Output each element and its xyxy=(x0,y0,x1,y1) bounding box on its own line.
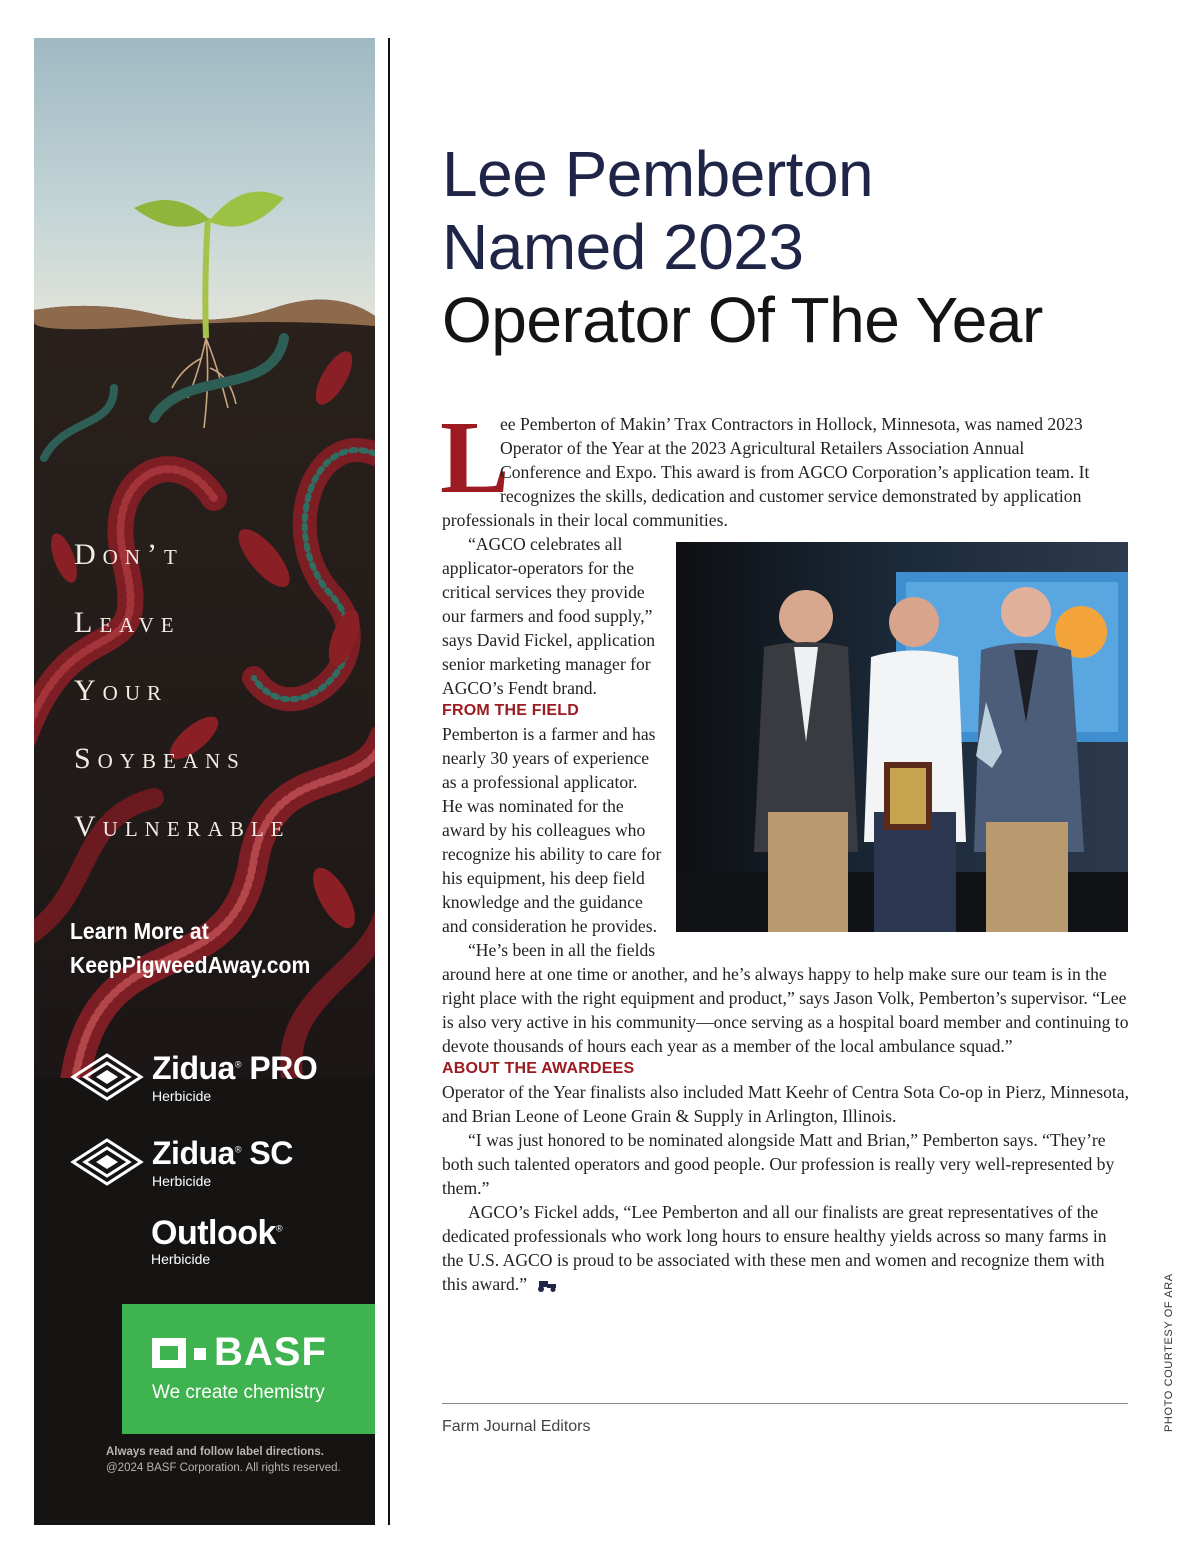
legal-line: @2024 BASF Corporation. All rights reserved. xyxy=(106,1462,341,1474)
section-heading: FROM THE FIELD xyxy=(442,702,580,719)
article-paragraph: “I was just honored to be nominated alongside Matt and Brian,” Pemberton says. “They’re both such talented operators and good people. Our profession is really very well-represented by them.” xyxy=(442,1130,1115,1198)
slogan-line: Don’t xyxy=(74,538,184,571)
slogan-line: Vulnerable xyxy=(74,810,291,843)
legal-line: Always read and follow label directions. xyxy=(106,1446,324,1458)
brand-suffix: PRO xyxy=(249,1050,318,1086)
outlook-brand: Outlook® Herbicide xyxy=(151,1214,283,1267)
title-line: Operator Of The Year xyxy=(442,284,1043,356)
basf-wordmark: BASF xyxy=(214,1330,327,1374)
article-paragraph: Operator of the Year finalists also included Matt Keehr of Centra Sota Co-op in Pierz, Minnesota, and Brian Leone of Leone Grain & Supply in Arlington, Illinois. xyxy=(442,1082,1129,1126)
brand-sub: Herbicide xyxy=(152,1088,212,1104)
brand-name: Zidua xyxy=(152,1050,235,1086)
section-heading: ABOUT THE AWARDEES xyxy=(442,1060,635,1077)
brand-name: Zidua xyxy=(152,1135,235,1171)
brand-sub: Herbicide xyxy=(152,1173,212,1189)
zidua-diamond-icon xyxy=(70,1137,144,1187)
brand-suffix: SC xyxy=(249,1135,293,1171)
outlook-name: Outlook xyxy=(151,1214,276,1252)
basf-dot-icon xyxy=(194,1348,206,1360)
byline: Farm Journal Editors xyxy=(442,1418,591,1435)
ad-legal xyxy=(106,1444,341,1476)
slogan-line: Leave xyxy=(74,606,181,639)
drop-cap: L xyxy=(440,400,510,515)
article-paragraph: “AGCO celebrates all applicator-operators for the critical services they provide our farmers and food supply,” says David Fickel, application senior marketing manager for AGCO’s Fendt brand. xyxy=(442,534,656,698)
title-line: Named 2023 xyxy=(442,211,804,283)
article-title xyxy=(442,138,1162,357)
zidua-diamond-icon xyxy=(70,1052,144,1102)
article-paragraph xyxy=(442,1200,1132,1296)
basf-square-icon xyxy=(152,1338,186,1368)
learn-more xyxy=(70,914,310,982)
photo-credit: PHOTO COURTESY OF ARA xyxy=(1163,1273,1175,1432)
closing-paragraph-text: AGCO’s Fickel adds, “Lee Pemberton and all our finalists are great representatives of the dedicated professionals who work long hours to ensure healthy yields across so many farms in the U.S. AGCO is proud to be associated with these men and women and recognize them with this award.” xyxy=(442,1202,1107,1294)
article-paragraph: ee Pemberton of Makin’ Trax Contractors in Hollock, Minnesota, was named 2023 Operator of the Year at the 2023 Agricultural Retailers Association Annual Conference and Expo. This award is from AGCO Corporation’s application team. It recognizes the skills, dedication and customer service demonstrated by application professionals in their local communities. xyxy=(442,414,1090,530)
slogan-line: Your xyxy=(74,674,169,707)
basf-advertisement[interactable]: Don’t Leave Your Soybeans Vulnerable Learn More at KeepPigweedAway.com Zidua® PRO Herbicide Zidua® SC Herbicide Outlook® Herbicide BASF We create chemistry Always read and follow label directions. @2024 BASF Corporation. All rights reserved. xyxy=(34,38,375,1525)
column-divider xyxy=(388,38,390,1525)
basf-logo xyxy=(122,1304,375,1434)
tractor-end-icon xyxy=(533,1280,561,1292)
title-line: Lee Pemberton xyxy=(442,138,874,210)
ad-slogan xyxy=(74,538,291,878)
ad-url-link[interactable]: KeepPigweedAway.com xyxy=(70,952,311,978)
basf-tagline: We create chemistry xyxy=(152,1382,325,1403)
award-photo xyxy=(676,542,1128,932)
learn-more-label: Learn More at xyxy=(70,918,209,944)
footer-rule xyxy=(442,1403,1128,1404)
slogan-line: Soybeans xyxy=(74,742,246,775)
article-body xyxy=(440,400,1132,1296)
article-paragraph: Pemberton is a farmer and has nearly 30 years of experience as a professional applicator. He was nominated for the award by his colleagues who recognize his ability to care for his equipment, his deep field knowledge and the guidance and consideration he provides. xyxy=(442,724,662,936)
article-paragraph: “He’s been in all the fields around here at one time or another, and he’s always happy to help make sure our team is in the right place with the right equipment and product,” says Jason Volk, Pemberton’s supervisor. “Lee is also very active in his community—once serving as a hospital board member and continuing to devote thousands of hours each year as a member of the local ambulance squad.” xyxy=(442,940,1129,1056)
outlook-sub: Herbicide xyxy=(151,1251,211,1267)
